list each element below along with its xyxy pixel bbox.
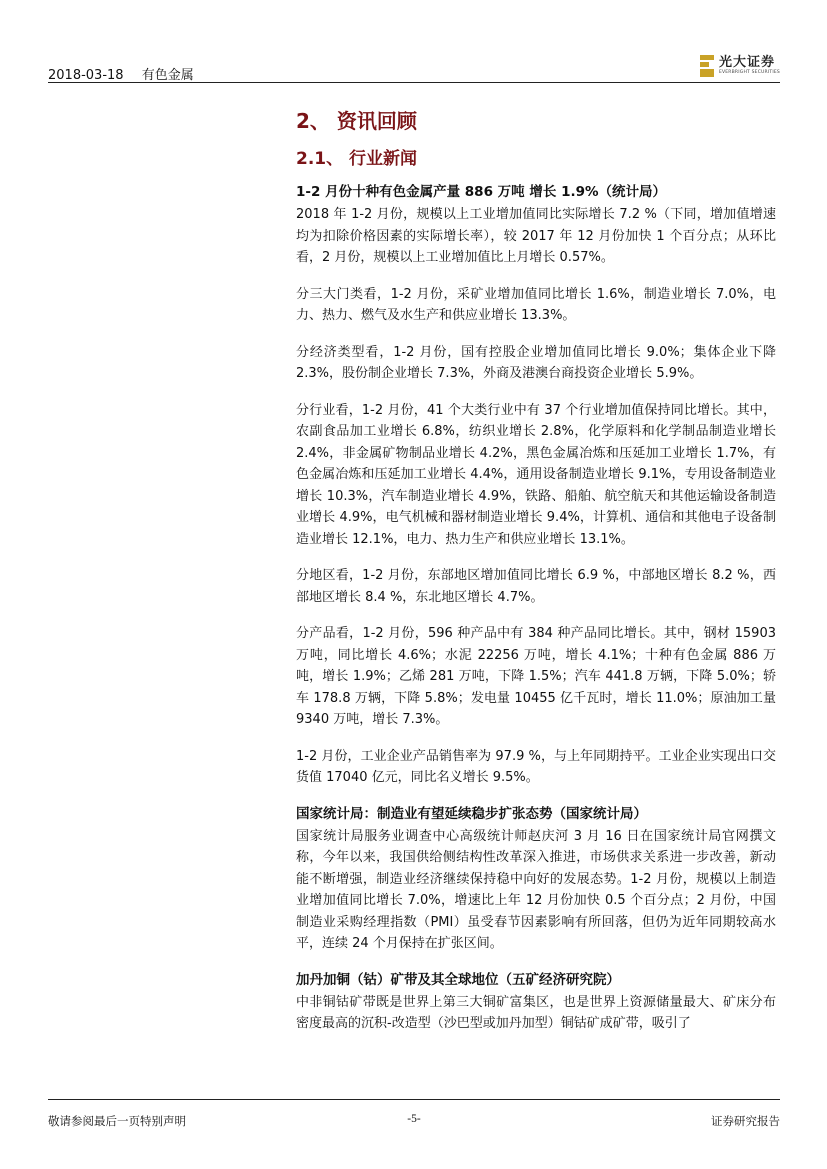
news-title: 加丹加铜（钴）矿带及其全球地位（五矿经济研究院） (296, 971, 620, 988)
section-title: 2、 资讯回顾 (296, 109, 417, 133)
footer-divider (48, 1099, 780, 1100)
page-header (48, 52, 780, 84)
company-logo (700, 52, 780, 80)
page-footer (48, 1099, 780, 1139)
main-content (296, 100, 776, 1050)
logo-text-cn: 光大证券 (718, 55, 775, 71)
news-item (296, 182, 776, 789)
report-sector: 有色金属 (141, 68, 194, 83)
news-paragraph: 分产品看，1-2 月份，596 种产品中有 384 种产品同比增长。其中，钢材 15903 万吨，同比增长 4.6%；水泥 22256 万吨，增长 4.1%；十种有色金属 886 万吨，增长 1.9%；乙烯 281 万吨，下降 1.5%；汽车 441.8 万辆，下降 5.0%；轿车 178.8 万辆，下降 5.8%；发电量 10455 亿千瓦时，增长 11.0%；原油加工量 9340 万吨，增长 7.3%。 (296, 626, 776, 727)
news-paragraph: 国家统计局服务业调查中心高级统计师赵庆河 3 月 16 日在国家统计局官网撰文称，今年以来，我国供给侧结构性改革深入推进，市场供求关系进一步改善，新动能不断增强，制造业经济继续保持稳中向好的发展态势。1-2 月份，规模以上制造业增加值同比增长 7.0%，增速比上年 12 月份加快 0.5 个百分点；2 月份，中国制造业采购经理指数（PMI）虽受春节因素影响有所回落，但仍为近年同期较高水平，连续 24 个月保持在扩张区间。 (296, 828, 776, 951)
news-item (296, 970, 776, 1035)
news-paragraph: 分行业看，1-2 月份，41 个大类行业中有 37 个行业增加值保持同比增长。其中，农副食品加工业增长 6.8%，纺织业增长 2.8%，化学原料和化学制品制造业增长 2.4%，非金属矿物制品业增长 4.2%，黑色金属冶炼和压延加工业增长 1.7%，有色金属冶炼和压延加工业增长 4.4%，通用设备制造业增长 9.1%，专用设备制造业增长 10.3%，汽车制造业增长 4.9%，铁路、船舶、航空航天和其他运输设备制造业增长 4.9%，电气机械和器材制造业增长 9.4%，计算机、通信和其他电子设备制造业增长 12.1%，电力、热力生产和供应业增长 13.1%。 (296, 402, 776, 547)
header-info (48, 64, 194, 83)
report-date: 2018-03-18 (48, 68, 124, 83)
logo-text-en: EVERBRIGHT SECURITIES (718, 70, 780, 76)
section-subtitle: 2.1、 行业新闻 (296, 149, 418, 169)
footer-disclaimer: 敬请参阅最后一页特别声明 (48, 1114, 186, 1128)
page-number: -5- (407, 1113, 421, 1125)
news-paragraph: 分经济类型看，1-2 月份，国有控股企业增加值同比增长 9.0%；集体企业下降 2.3%，股份制企业增长 7.3%，外商及港澳台商投资企业增长 5.9%。 (296, 344, 776, 381)
news-item (296, 804, 776, 955)
news-title: 国家统计局：制造业有望延续稳步扩张态势（国家统计局） (296, 805, 647, 822)
footer-doc-type: 证券研究报告 (711, 1114, 780, 1128)
logo-mark-icon (700, 55, 714, 77)
news-paragraph: 中非铜钴矿带既是世界上第三大铜矿富集区，也是世界上资源储量最大、矿床分布密度最高的沉积-改造型（沙巴型或加丹加型）铜钴矿成矿带，吸引了 (296, 994, 776, 1031)
news-paragraph: 分三大门类看，1-2 月份，采矿业增加值同比增长 1.6%，制造业增长 7.0%，电力、热力、燃气及水生产和供应业增长 13.3%。 (296, 286, 776, 323)
news-list (296, 182, 776, 1035)
news-paragraph: 2018 年 1-2 月份，规模以上工业增加值同比实际增长 7.2 %（下同，增加值增速均为扣除价格因素的实际增长率），较 2017 年 12 月份加快 1 个百分点；从环比看，2 月份，规模以上工业增加值比上月增长 0.57%。 (296, 207, 776, 265)
news-paragraph: 1-2 月份，工业企业产品销售率为 97.9 %，与上年同期持平。工业企业实现出口交货值 17040 亿元，同比名义增长 9.5%。 (296, 748, 776, 785)
news-title: 1-2 月份十种有色金属产量 886 万吨 增长 1.9%（统计局） (296, 184, 667, 200)
header-divider (48, 82, 780, 83)
news-paragraph: 分地区看，1-2 月份，东部地区增加值同比增长 6.9 %，中部地区增长 8.2 %，西部地区增长 8.4 %，东北地区增长 4.7%。 (296, 568, 776, 605)
